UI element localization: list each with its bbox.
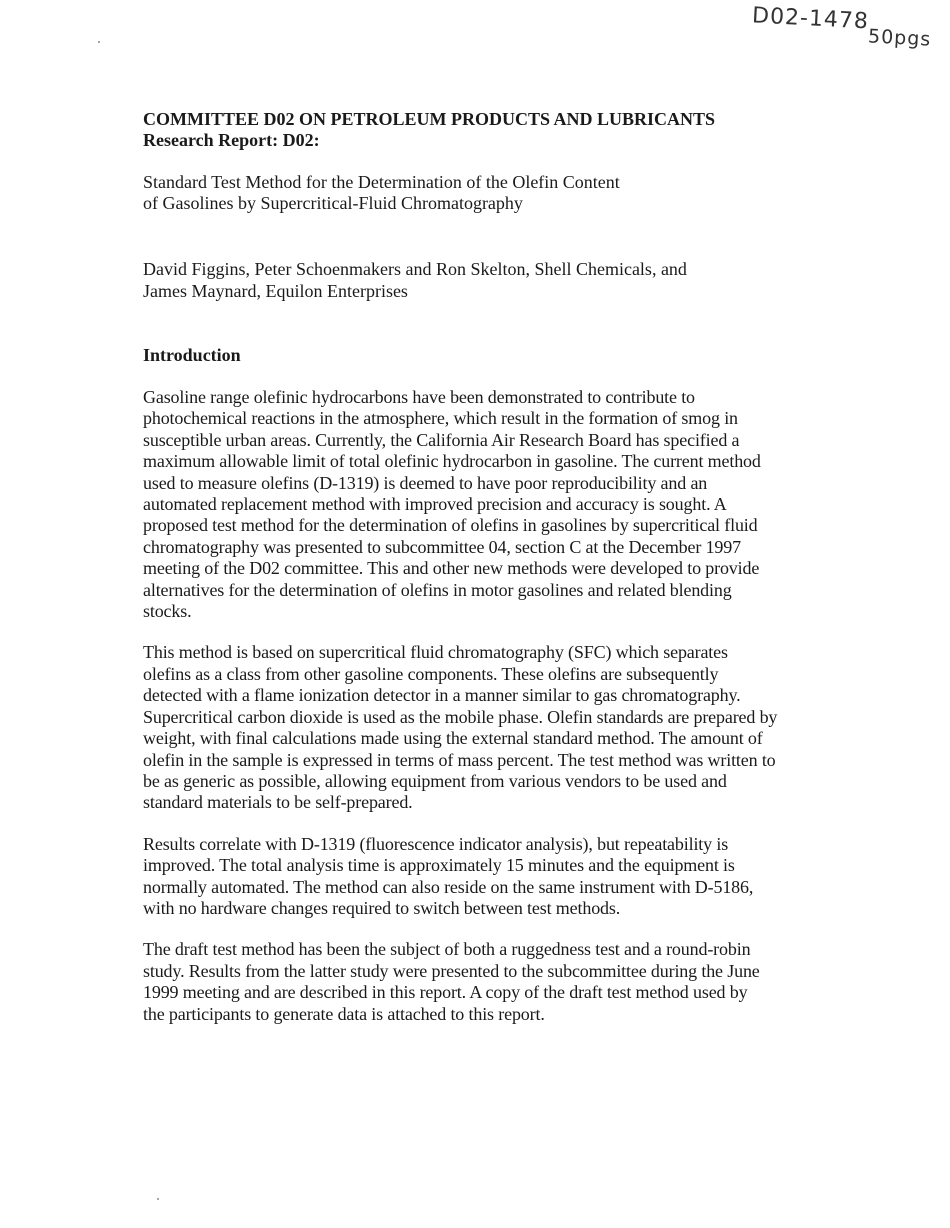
page-count-note: 50pgs <box>867 25 932 51</box>
document-title <box>143 172 843 214</box>
document-code: D02-1478 <box>751 3 870 35</box>
paragraph: This method is based on supercritical fluid chromatography (SFC) which separates olefins as a class from other gasoline components. These olefins are subsequently detected with a flame ionization detector in a manner similar to gas chromatography. Supercritical carbon dioxide is used as the mobile phase. Olefin standards are prepared by weight, with final calculations made using the external standard method. The amount of olefin in the sample is expressed in terms of mass percent. The test method was written to be as generic as possible, allowing equipment from various vendors to be used and standard materials to be self-prepared. <box>143 642 778 813</box>
introduction-heading: Introduction <box>143 345 241 365</box>
handwritten-document-number <box>751 3 932 51</box>
scan-speck <box>98 41 100 43</box>
paragraph: Gasoline range olefinic hydrocarbons have been demonstrated to contribute to photochemical reactions in the atmosphere, which result in the formation of smog in susceptible urban areas. Currently, the California Air Research Board has specified a maximum allowable limit of total olefinic hydrocarbon in gasoline. The current method used to measure olefins (D-1319) is deemed to have poor reproducibility and an automated replacement method with improved precision and accuracy is sought. A proposed test method for the determination of olefins in gasolines by supercritical fluid chromatography was presented to subcommittee 04, section C at the December 1997 meeting of the D02 committee. This and other new methods were developed to provide alternatives for the determination of olefins in motor gasolines and related blending stocks. <box>143 387 761 622</box>
paragraph: Results correlate with D-1319 (fluorescence indicator analysis), but repeatability is improved. The total analysis time is approximately 15 minutes and the equipment is normally automated. The method can also reside on the same instrument with D-5186, with no hardware changes required to switch between test methods. <box>143 833 754 918</box>
document-page <box>143 109 843 1025</box>
research-report-label: Research Report: D02: <box>143 130 320 150</box>
committee-heading: COMMITTEE D02 ON PETROLEUM PRODUCTS AND LUBRICANTS <box>143 109 716 129</box>
title-line: Standard Test Method for the Determination of the Olefin Content <box>143 172 620 192</box>
scan-speck <box>157 1198 159 1200</box>
authors-line: James Maynard, Equilon Enterprises <box>143 281 408 301</box>
paragraph: The draft test method has been the subject of both a ruggedness test and a round-robin study. Results from the latter study were presented to the subcommittee during the June 1999 meeting and are described in this report. A copy of the draft test method used by the participants to generate data is attached to this report. <box>143 939 760 1024</box>
title-line: of Gasolines by Supercritical-Fluid Chromatography <box>143 193 523 213</box>
authors-line: David Figgins, Peter Schoenmakers and Ron Skelton, Shell Chemicals, and <box>143 259 687 279</box>
authors-block <box>143 258 843 302</box>
